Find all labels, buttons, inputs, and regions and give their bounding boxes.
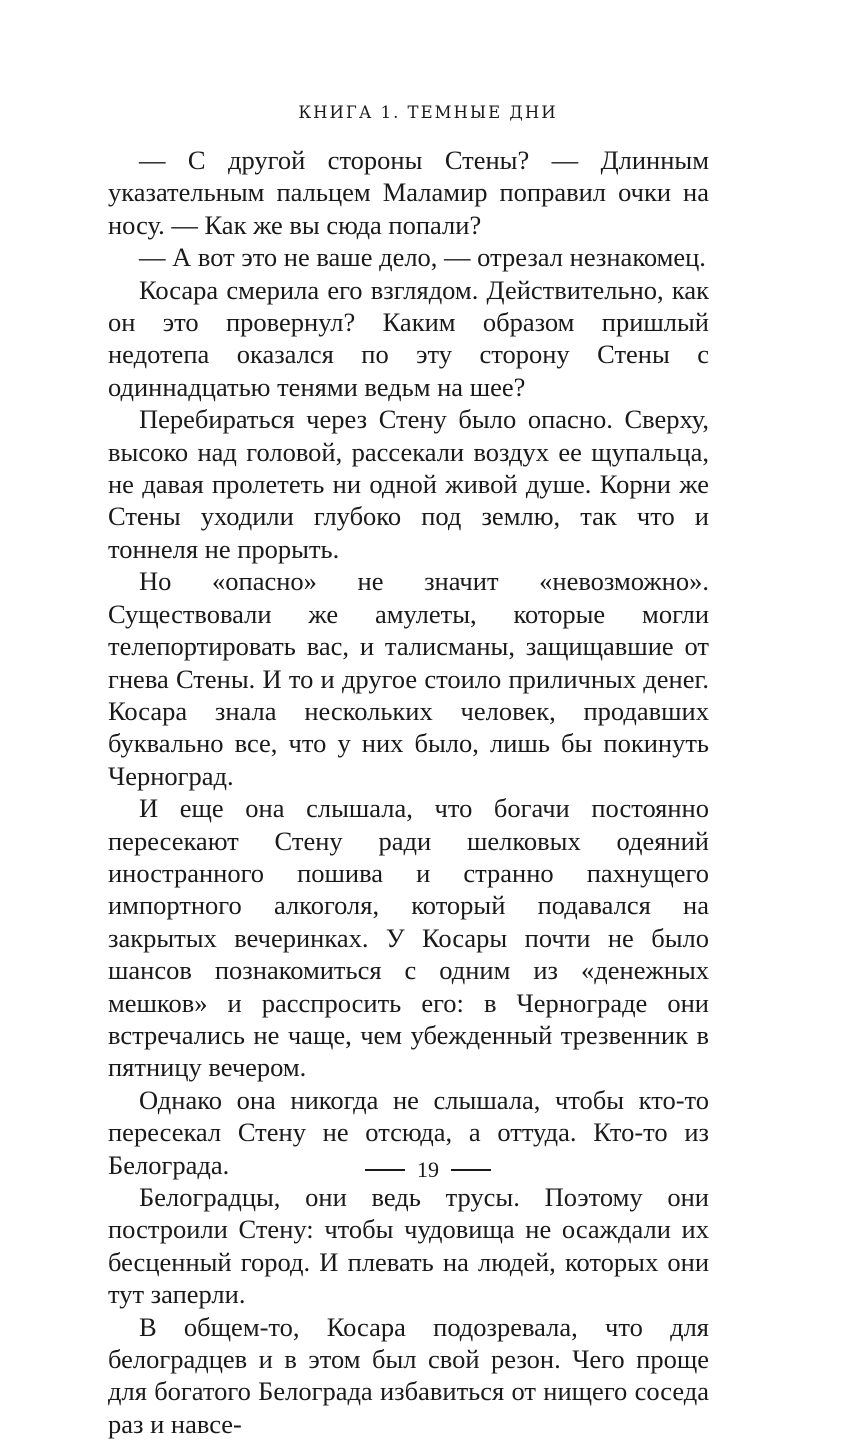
running-head-title: КНИГА 1. ТЕМНЫЕ ДНИ	[298, 103, 558, 122]
paragraph: Косара смерила его взглядом. Действительно, как он это провернул? Каким образом пришлый недотепа оказался по эту сторону Стены с одиннадцатью тенями ведьм на шее?	[108, 274, 709, 402]
paragraph: И еще она слышала, что богачи постоянно пересекают Стену ради шелковых одеяний иностранного пошива и странно пахнущего импортного алкоголя, который подавался на закрытых вечеринках. У Косары почти не было шансов познакомиться с одним из «денежных мешков» и расспросить его: в Чернограде они встречались не чаще, чем убежденный трезвенник в пятницу вечером.	[108, 793, 709, 1083]
paragraph: Белоградцы, они ведь трусы. Поэтому они построили Стену: чтобы чудовища не осаждали их бесценный город. И плевать на людей, которых они тут заперли.	[108, 1182, 709, 1310]
paragraph: — А вот это не ваше дело, — отрезал незнакомец.	[139, 242, 706, 273]
folio-rule-right	[451, 1169, 491, 1171]
paragraph: Однако она никогда не слышала, чтобы кто-то пересекал Стену не отсюда, а оттуда. Кто-то из Белограда.	[108, 1084, 709, 1180]
folio-rule-left	[365, 1169, 405, 1171]
page-number: 19	[417, 1157, 439, 1182]
page-footer	[0, 1157, 856, 1183]
paragraph: — С другой стороны Стены? — Длинным указательным пальцем Маламир поправил очки на носу. — Как же вы сюда попали?	[108, 145, 709, 240]
paragraph: Но «опасно» не значит «невозможно». Существовали же амулеты, которые могли телепортировать вас, и талисманы, защищавшие от гнева Стены. И то и другое стоило приличных денег. Косара знала нескольких человек, продавших буквально все, что у них было, лишь бы покинуть Черноград.	[108, 566, 709, 791]
paragraph: Перебираться через Стену было опасно. Сверху, высоко над головой, рассекали воздух ее щупальца, не давая пролететь ни одной живой душе. Корни же Стены уходили глубоко под землю, так что и тоннеля не прорыть.	[108, 404, 709, 564]
paragraph: В общем-то, Косара подозревала, что для белоградцев и в этом был свой резон. Чего проще для богатого Белограда избавиться от нищего соседа раз и навсе-	[108, 1311, 709, 1439]
body-text	[108, 144, 709, 1440]
